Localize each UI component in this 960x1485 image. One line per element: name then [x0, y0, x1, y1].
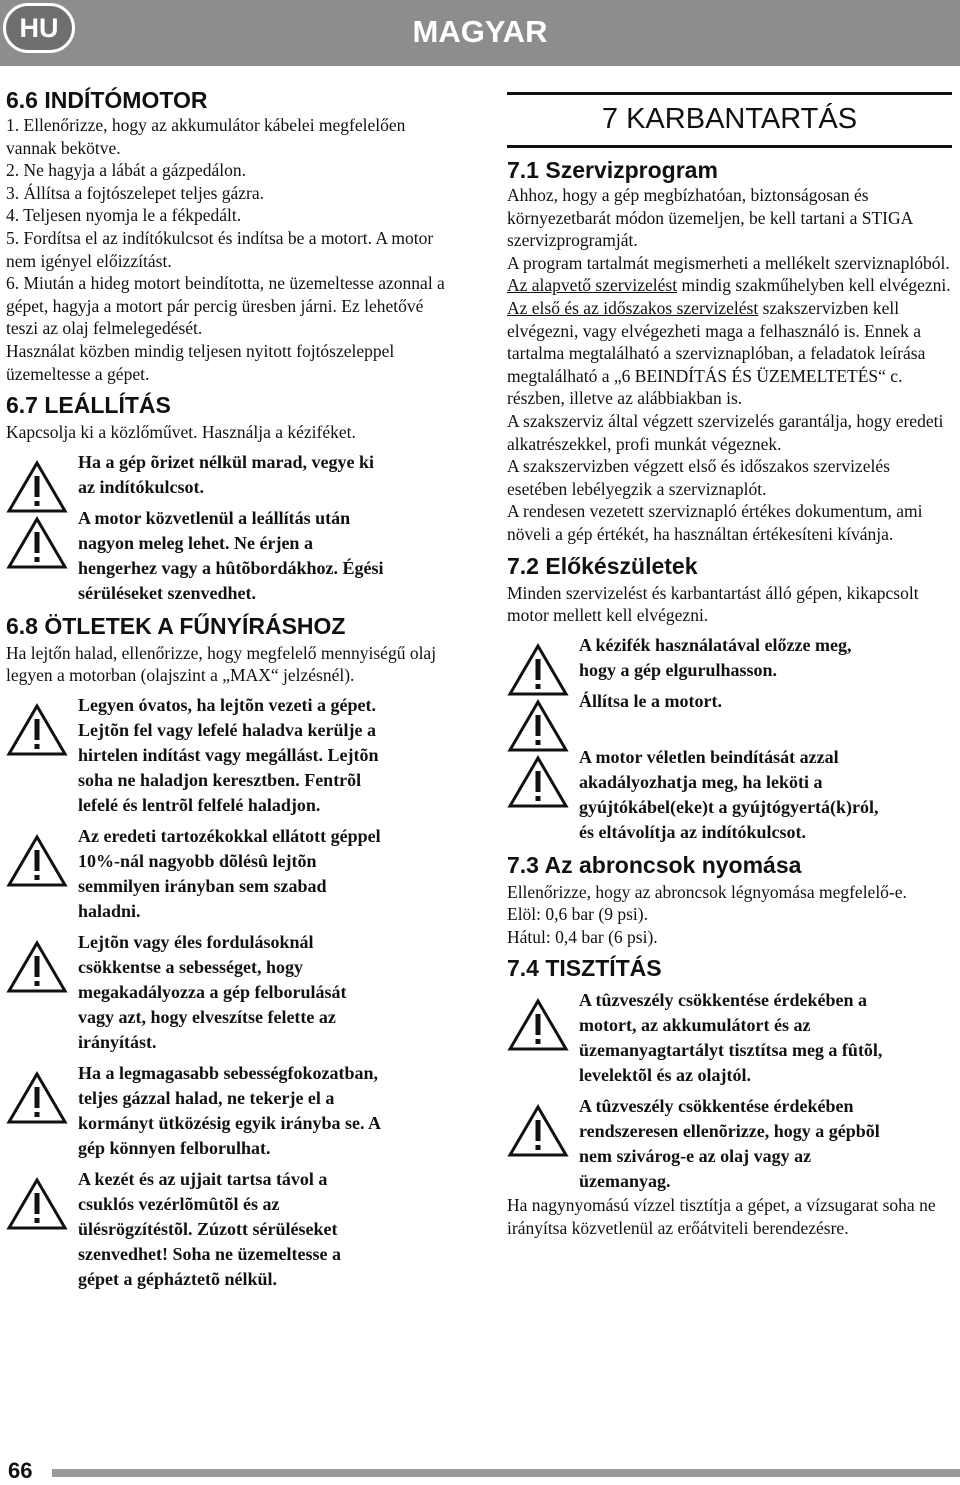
section-7-1-paragraph: A rendesen vezetett szerviznapló értékes dokumentum, ami növeli a gép értékét, ha használtan értékesíteni kívánja.	[507, 501, 923, 544]
warning-block	[507, 988, 952, 1088]
footer-bar	[52, 1469, 960, 1477]
warning-triangle-icon	[507, 1104, 569, 1158]
section-7-1-paragraph: A szakszervizben végzett első és időszakos szervizelés esetében lebélyegzik a szerviznaplót.	[507, 456, 890, 499]
section-7-2-title: 7.2 Előkészületek	[507, 552, 698, 579]
section-7-1-paragraph: A szakszerviz által végzett szervizelés garantálja, hogy eredeti alkatrészekkel, profi munkát végeznek.	[507, 410, 944, 454]
warning-text: A kézifék használatával előzze meg, hogy a gép elgurulhasson.	[579, 634, 852, 680]
section-7-3-text: Ellenőrizze, hogy az abroncsok légnyomása megfelelő-e. Elöl: 0,6 bar (9 psi). Hátul: 0,4 bar (6 psi).	[507, 881, 907, 947]
section-7-2-text: Minden szervizelést és karbantartást álló gépen, kikapcsolt motor mellett kell elvégezni.	[507, 582, 919, 626]
warning-triangle-icon	[507, 998, 569, 1052]
warning-text: Lejtõn vagy éles fordulásoknál csökkentse a sebességet, hogy megakadályozza a gép felborulását vagy azt, hogy elveszítse felette az irányítást.	[78, 931, 347, 1052]
page-header	[0, 0, 960, 66]
section-7-4-text: Ha nagynyomású vízzel tisztítja a gépet, a vízsugarat soha ne irányítsa közvetlenül az erőátviteli berendezésre.	[507, 1195, 936, 1239]
paragraph-rest: szakszervizben kell elvégezni, vagy elvégezheti maga a felhasználó is. Ennek a tartalma megtalálható a szerviznaplóban, a feladatok leírása megtalálható a „6 BEINDÍTÁS ÉS ÜZEMELTETÉS“ c. részben, illetve az alábbiakban is.	[507, 297, 926, 409]
warning-block	[6, 693, 454, 818]
section-6-8-title: 6.8 ÖTLETEK A FŰNYÍRÁSHOZ	[6, 612, 346, 639]
warning-block	[507, 1094, 952, 1194]
warning-triangle-icon	[6, 1177, 68, 1231]
warning-triangle-icon	[507, 755, 569, 809]
warning-block	[6, 824, 454, 924]
warning-text: A tûzveszély csökkentése érdekében rendszeresen ellenõrizze, hogy a gépbõl nem szivárog-e az olaj vagy az üzemanyag.	[579, 1096, 880, 1192]
warning-block	[507, 745, 952, 845]
warning-triangle-icon	[6, 703, 68, 757]
warning-block	[6, 506, 454, 606]
warning-triangle-icon	[6, 516, 68, 570]
warning-text: Az eredeti tartozékokkal ellátott géppel 10%-nál nagyobb dõlésû lejtõn semmilyen irányban sem szabad haladni.	[78, 825, 381, 921]
warning-triangle-icon	[6, 834, 68, 888]
section-6-6-text: 1. Ellenőrizze, hogy az akkumulátor kábelei megfelelően vannak bekötve. 2. Ne hagyja a lábát a gázpedálon. 3. Állítsa a fojtószelepet teljes gázra. 4. Teljesen nyomja le a fékpedált. 5. Fordítsa el az indítókulcsot és indítsa be a motort. A motor nem igényel előizzítást. 6. Miután a hideg motort beindította, ne üzemeltesse azonnal a gépet, hagyja a motort pár percig üresben járni. Ez lehetővé teszi az olaj felmelegedését. Használat közben mindig teljesen nyitott fojtószeleppel üzemeltesse a gépet.	[6, 115, 445, 384]
warning-text: A motor véletlen beindítását azzal akadályozhatja meg, ha leköti a gyújtókábel(eke)t a gyújtógyertá(k)ról, és eltávolítja az indítókulcsot.	[579, 746, 879, 842]
paragraph-rest: mindig szakműhelyben kell elvégezni.	[677, 275, 951, 296]
warning-triangle-icon	[6, 940, 68, 994]
language-badge: HU	[3, 3, 75, 53]
section-7-1-title: 7.1 Szervizprogram	[507, 157, 718, 183]
section-7-1-paragraph	[507, 297, 952, 410]
section-6-7-title: 6.7 LEÁLLÍTÁS	[6, 392, 171, 419]
warning-block	[6, 1167, 454, 1292]
warning-block	[6, 930, 454, 1055]
warning-text: Legyen óvatos, ha lejtõn vezeti a gépet. Lejtõn fel vagy lefelé haladva kerülje a hirtelen indítást vagy megállást. Lejtõn soha ne haladjon keresztben. Fentrõl lefelé és lentrõl felfelé haladjon.	[78, 694, 379, 815]
warning-text: A kezét és az ujjait tartsa távol a csuklós vezérlõmûtõl és az ülésrögzítéstõl. Zúzott sérüléseket szenvedhet! Soha ne üzemeltesse a gépet a gépháztetõ nélkül.	[78, 1168, 341, 1289]
section-6-7-text: Kapcsolja ki a közlőművet. Használja a kéziféket.	[6, 422, 356, 443]
warning-block	[6, 1061, 454, 1161]
section-6-8-text: Ha lejtőn halad, ellenőrizze, hogy megfelelő mennyiségű olaj legyen a motorban (olajszint a „MAX“ jelzésnél).	[6, 642, 437, 686]
section-7-1-paragraph: A program tartalmát megismerheti a mellékelt szerviznaplóból.	[507, 252, 950, 273]
left-column	[6, 86, 454, 1292]
section-7-1-paragraph	[507, 274, 952, 297]
warning-text: Ha a legmagasabb sebességfokozatban, teljes gázzal halad, ne tekerje el a kormányt ütközésig egyik irányba se. A gép könnyen felborulhat.	[78, 1062, 382, 1158]
section-7-3-title: 7.3 Az abroncsok nyomása	[507, 851, 802, 878]
warning-text: A tûzveszély csökkentése érdekében a motort, az akkumulátort és az üzemanyagtartályt tisztítsa meg a fûtõl, levelektõl és az olajtól.	[579, 990, 883, 1086]
right-column	[507, 92, 952, 1240]
warning-block	[507, 633, 952, 683]
warning-block	[507, 689, 952, 739]
warning-text: Állítsa le a motort.	[579, 690, 722, 711]
page-number: 66	[8, 1458, 33, 1483]
language-title: MAGYAR	[412, 14, 548, 49]
underlined-term: Az első és az időszakos szervizelést	[507, 297, 759, 318]
chapter-title: 7 KARBANTARTÁS	[507, 92, 952, 148]
underlined-term: Az alapvető szervizelést	[507, 275, 678, 296]
section-6-6-title: 6.6 INDÍTÓMOTOR	[6, 87, 208, 113]
warning-text: A motor közvetlenül a leállítás után nagyon meleg lehet. Ne érjen a hengerhez vagy a hûtõbordákhoz. Égési sérüléseket szenvedhet.	[78, 507, 384, 603]
warning-text: Ha a gép õrizet nélkül marad, vegye ki az indítókulcsot.	[78, 451, 374, 497]
warning-triangle-icon	[6, 1071, 68, 1125]
warning-block	[6, 450, 454, 500]
section-7-4-title: 7.4 TISZTÍTÁS	[507, 955, 662, 982]
section-7-1-paragraph: Ahhoz, hogy a gép megbízhatóan, biztonságosan és környezetbarát módon üzemeljen, be kell tartani a STIGA szervizprogramját.	[507, 185, 913, 251]
